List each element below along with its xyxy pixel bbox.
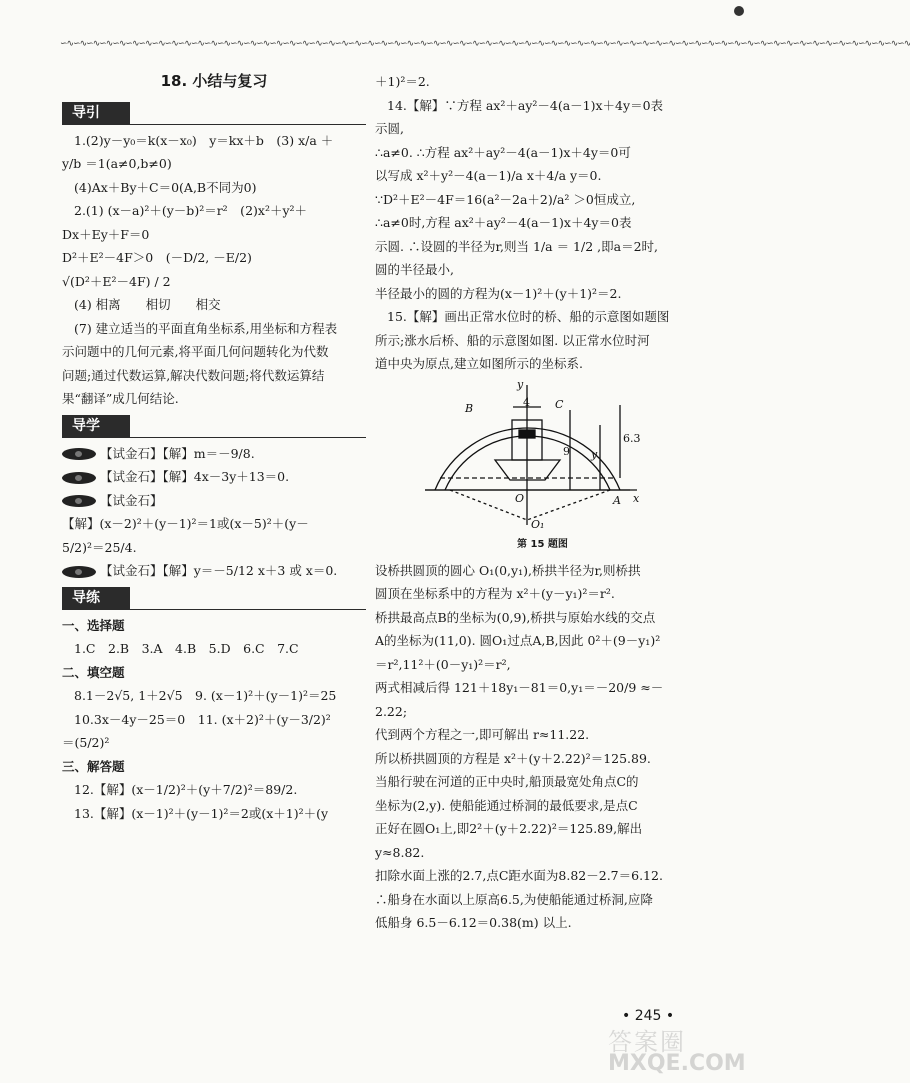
text-line: Dx＋Ey＋F＝0 <box>62 226 150 242</box>
text-line: 12.【解】(x－1/2)²＋(y＋7/2)²＝89/2. <box>74 782 298 797</box>
stone-icon <box>62 472 96 484</box>
bridge-figure <box>405 377 680 557</box>
text-line: 半径最小的圆的方程为(x－1)²＋(y＋1)²＝2. <box>375 285 622 301</box>
text-line: 扣除水面上涨的2.7,点C距水面为8.82－2.7＝6.12. <box>375 868 663 883</box>
text-line: D²＋E²－4F＞0 (－D/2, －E/2) <box>62 250 252 265</box>
text-line: ∴船身在水面以上原高6.5,为使船能通过桥洞,应降 <box>375 891 653 907</box>
watermark-top: 答案圈 <box>608 1028 686 1056</box>
text-line: 示圆, <box>375 121 404 136</box>
text-line: ＝(5/2)² <box>62 735 110 750</box>
label-O1: O₁ <box>531 517 545 531</box>
stone-icon <box>62 566 96 578</box>
section-label-daoxue: 导学 <box>62 415 130 437</box>
watermark-url: MXQE.COM <box>608 1051 746 1076</box>
text-line: 所以桥拱圆顶的方程是 x²＋(y＋2.22)²＝125.89. <box>375 750 651 766</box>
text-line: ∵D²＋E²－4F＝16(a²－2a＋2)/a² ＞0恒成立, <box>375 191 636 207</box>
text-line: y≈8.82. <box>375 844 425 860</box>
text-line: 圆顶在坐标系中的方程为 x²＋(y－y₁)²＝r². <box>375 586 615 601</box>
text-line: ∴a≠0. ∴方程 ax²＋ay²－4(a－1)x＋4y＝0可 <box>375 144 631 160</box>
label-x-axis: x <box>633 491 640 505</box>
text-line: y/b ＝1(a≠0,b≠0) <box>62 156 172 171</box>
left-column <box>62 70 366 825</box>
text-line: 2.(1) (x－a)²＋(y－b)²＝r² (2)x²＋y²＋ <box>74 203 308 218</box>
label-B: B <box>465 401 474 415</box>
text-line: 设桥拱圆顶的圆心 O₁(0,y₁),桥拱半径为r,则桥拱 <box>375 562 641 578</box>
text-line: ＋1)²＝2. <box>375 74 430 89</box>
text-line: 1.(2)y－y₀＝k(x－x₀) y＝kx＋b (3) x/a ＋ <box>74 132 334 148</box>
label-4: 4 <box>523 395 530 409</box>
text-line: (7) 建立适当的平面直角坐标系,用坐标和方程表 <box>74 320 338 336</box>
text-line: 问题;通过代数运算,解决代数问题;将代数运算结 <box>62 367 325 383</box>
text-line: 13.【解】(x－1)²＋(y－1)²＝2或(x＋1)²＋(y <box>74 805 329 821</box>
label-A: A <box>613 493 621 507</box>
text-line: ＝r²,11²＋(0－y₁)²＝r², <box>375 656 511 672</box>
label-O: O <box>515 491 525 505</box>
page-title: 18. 小结与复习 <box>160 72 268 90</box>
watermark <box>608 1022 746 1078</box>
ship-window <box>519 430 535 438</box>
decorative-border: ∽∿∽∿∽∿∽∿∽∿∽∿∽∿∽∿∽∿∽∿∽∿∽∿∽∿∽∿∽∿∽∿∽∿∽∿∽∿∽∿∽∿∽∿∽∿∽∿∽∿∽∿∽∿∽∿∽∿∽∿∽∿∽∿∽∿∽∿∽∿∽∿∽∿∽∿∽∿∽∿∽∿∽∿∽∿∽∿∽∿∽∿∽∿∽∿∽∿∽∿∽∿∽∿∽∿∽∿∽∿∽∿∽∿∽∿∽∿∽∿∽∿∽∿∽∿∽∿∽∿ <box>60 39 910 49</box>
text-line: 示圆. ∴设圆的半径为r,则当 1/a ＝ 1/2 ,即a＝2时, <box>375 238 659 254</box>
text-line: 5/2)²＝25/4. <box>62 539 137 555</box>
section-daoyin-header <box>62 98 366 125</box>
bridge-diagram <box>405 377 645 531</box>
subheading: 三、解答题 <box>62 758 125 774</box>
text-line: 8.1－2√5, 1＋2√5 9. (x－1)²＋(y－1)²＝25 <box>74 688 337 703</box>
section-label-daolian: 导练 <box>62 587 130 609</box>
text-line: (4)Ax＋By＋C＝0(A,B不同为0) <box>74 179 257 195</box>
text-line: 【解】(x－2)²＋(y－1)²＝1或(x－5)²＋(y－ <box>62 516 309 531</box>
stone-icon <box>62 495 96 507</box>
text-line: 桥拱最高点B的坐标为(0,9),桥拱与原始水线的交点 <box>375 609 656 625</box>
text-line: 【试金石】【解】y＝－5/12 x＋3 或 x＝0. <box>62 559 366 583</box>
label-C: C <box>555 397 564 411</box>
text-line: 两式相减后得 121＋18y₁－81＝0,y₁＝－20/9 ≈－2.22; <box>375 680 664 719</box>
label-y-dim: y <box>591 447 598 461</box>
text-line: 15.【解】画出正常水位时的桥、船的示意图如题图 <box>387 309 670 324</box>
label-9: 9 <box>563 444 570 458</box>
section-daolian-header <box>62 583 366 610</box>
label-y-axis: y <box>517 377 524 391</box>
text-line: 低船身 6.5－6.12＝0.38(m) 以上. <box>375 915 572 930</box>
text-line: 1.C 2.B 3.A 4.B 5.D 6.C 7.C <box>74 641 299 656</box>
text-line: 果“翻译”成几何结论. <box>62 391 179 406</box>
text-line: 以写成 x²＋y²－4(a－1)/a x＋4/a y＝0. <box>375 168 602 183</box>
corner-dot <box>734 6 744 16</box>
section-label-daoyin: 导引 <box>62 102 130 124</box>
text-line: ∴a≠0时,方程 ax²＋ay²－4(a－1)x＋4y＝0表 <box>375 215 632 230</box>
right-column <box>375 70 680 935</box>
subheading: 二、填空题 <box>62 664 125 680</box>
section-daoxue-header <box>62 411 366 438</box>
text-line: 代到两个方程之一,即可解出 r≈11.22. <box>375 727 590 742</box>
text-line: 坐标为(2,y). 使船能通过桥洞的最低要求,是点C <box>375 797 638 813</box>
stone-icon <box>62 448 96 460</box>
label-6-3: 6.3 <box>623 431 641 445</box>
text-line: 【试金石】【解】m＝－9/8. <box>62 442 366 466</box>
text-line: √(D²＋E²－4F) / 2 <box>62 273 171 289</box>
text-line: 14.【解】∵方程 ax²＋ay²－4(a－1)x＋4y＝0表 <box>387 97 664 113</box>
text-line: 【试金石】【解】4x－3y＋13＝0. <box>62 465 366 489</box>
subheading: 一、选择题 <box>62 617 125 633</box>
figure-caption: 第 15 题图 <box>517 539 568 550</box>
text-line: 道中央为原点,建立如图所示的坐标系. <box>375 356 583 371</box>
text-line: 正好在圆O₁上,即2²＋(y＋2.22)²＝125.89,解出 <box>375 821 643 836</box>
text-line: (4) 相离 相切 相交 <box>74 297 221 312</box>
text-line: A的坐标为(11,0). 圆O₁过点A,B,因此 0²＋(9－y₁)² <box>375 633 661 648</box>
text-line: 圆的半径最小, <box>375 262 454 277</box>
text-line: 示问题中的几何元素,将平面几何问题转化为代数 <box>62 344 329 359</box>
text-line: 当船行驶在河道的正中央时,船顶最宽处角点C的 <box>375 774 639 789</box>
text-line: 所示;涨水后桥、船的示意图如图. 以正常水位时河 <box>375 332 650 348</box>
text-line: 【试金石】 <box>62 489 366 513</box>
page-number: • 245 • <box>622 1008 675 1024</box>
text-line: 10.3x－4y－25＝0 11. (x＋2)²＋(y－3/2)² <box>74 711 331 727</box>
